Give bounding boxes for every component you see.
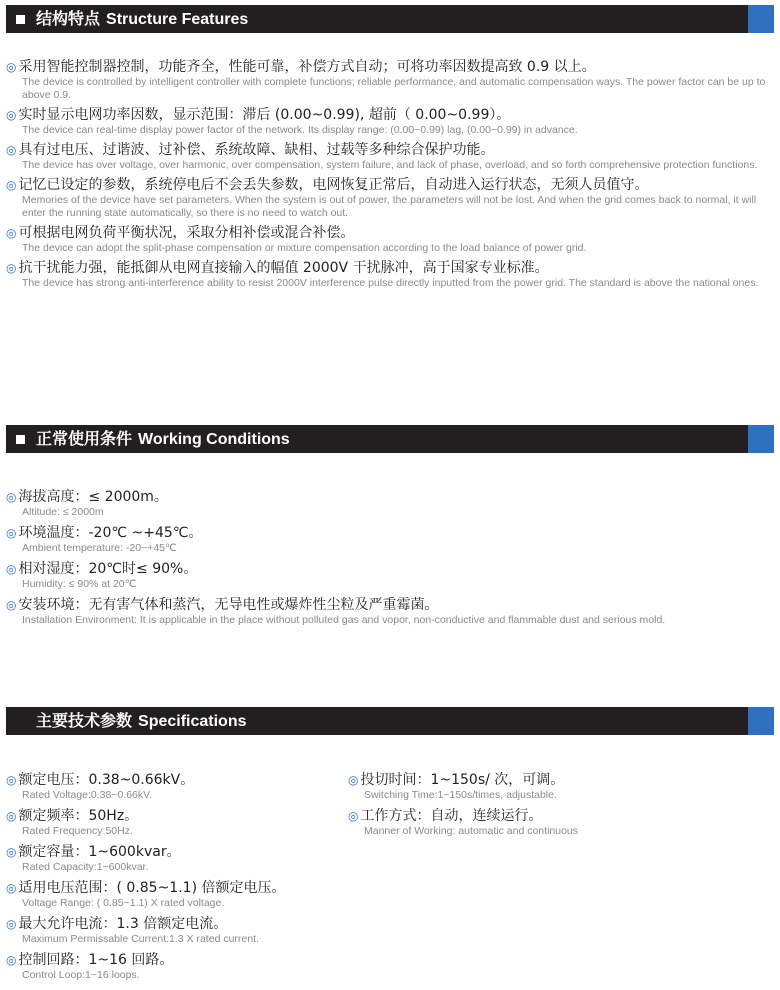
- item-text-cn: [6, 524, 774, 542]
- item-label-cn: 额定频率：50Hz。: [18, 808, 139, 824]
- list-item: [6, 176, 774, 220]
- item-text-cn: [6, 843, 336, 861]
- blue-accent-block: [748, 707, 774, 735]
- item-label-cn: 投切时间：1~150s/ 次，可调。: [360, 772, 565, 788]
- item-text-en: Voltage Range: ( 0.85~1.1) X rated voltage.: [22, 897, 225, 909]
- circle-bullet-icon: ◎: [348, 809, 359, 823]
- list-item: [6, 596, 774, 627]
- item-text-cn: [6, 879, 336, 897]
- item-text-en: Rated Voltage:0.38~0.66kV.: [22, 789, 153, 801]
- item-text-en: The device has over voltage, over harmonic, over compensation, system failure, and lack of phase, overload, and so forth comprehensive protection functions.: [22, 159, 758, 171]
- blue-accent-block: [748, 5, 774, 33]
- section-header-structure: [6, 5, 774, 33]
- section-title-en: Specifications: [138, 713, 247, 730]
- circle-bullet-icon: ◎: [6, 953, 17, 967]
- item-text-en: Rated Frequency:50Hz.: [22, 825, 133, 837]
- item-label-cn: 最大允许电流：1.3 倍额定电流。: [18, 916, 228, 932]
- item-text-cn: [6, 488, 774, 506]
- item-text-cn: [6, 224, 774, 242]
- item-label-cn: 海拔高度：≤ 2000m。: [18, 489, 168, 505]
- structure-features-list: [6, 58, 774, 294]
- blue-accent-block: [748, 425, 774, 453]
- section-title-cn: 结构特点: [36, 9, 101, 28]
- specifications-left-column: [6, 771, 336, 987]
- section-title-cn: 正常使用条件: [36, 429, 133, 448]
- list-item: [6, 524, 774, 555]
- item-label-cn: 实时显示电网功率因数，显示范围：滞后 (0.00~0.99), 超前（ 0.00~0.99）。: [18, 107, 511, 123]
- item-label-cn: 相对湿度：20℃时≤ 90%。: [18, 561, 198, 577]
- circle-bullet-icon: ◎: [6, 845, 17, 859]
- item-text-en: The device can real-time display power factor of the network. Its display range: (0.00~0.99) lag, (0.00~0.99) in advance.: [22, 124, 578, 136]
- item-label-cn: 记忆已设定的参数，系统停电后不会丢失参数，电网恢复正常后，自动进入运行状态，无须人员值守。: [18, 177, 649, 193]
- list-item: [6, 560, 774, 591]
- list-item: [6, 915, 336, 946]
- list-item: [6, 843, 336, 874]
- item-text-en: Maximum Permissable Current:1.3 X rated current.: [22, 933, 259, 945]
- list-item: [6, 259, 774, 290]
- item-label-cn: 具有过电压、过谐波、过补偿、系统故障、缺相、过载等多种综合保护功能。: [18, 142, 495, 158]
- item-text-en: The device has strong anti-interference ability to resist 2000V interference pulse directly inputted from the power grid. The standard is above the national ones.: [22, 277, 759, 289]
- list-item: [6, 771, 336, 802]
- circle-bullet-icon: ◎: [6, 490, 17, 504]
- item-label-cn: 适用电压范围：( 0.85~1.1) 倍额定电压。: [18, 880, 286, 896]
- item-label-cn: 额定电压：0.38~0.66kV。: [18, 772, 195, 788]
- item-text-en: The device can adopt the split-phase compensation or mixture compensation according to the load balance of power grid.: [22, 242, 587, 254]
- item-text-cn: [348, 807, 768, 825]
- list-item: [348, 771, 768, 802]
- item-text-en: Altitude: ≤ 2000m: [22, 506, 104, 518]
- item-text-en: Switching Time:1~150s/times, adjustable.: [364, 789, 557, 801]
- item-label-cn: 控制回路：1~16 回路。: [18, 952, 174, 968]
- circle-bullet-icon: ◎: [6, 881, 17, 895]
- circle-bullet-icon: ◎: [6, 178, 17, 192]
- item-text-en: Control Loop:1~16 loops.: [22, 969, 140, 981]
- item-label-cn: 抗干扰能力强，能抵御从电网直接输入的幅值 2000V 干扰脉冲，高于国家专业标准。: [18, 260, 549, 276]
- list-item: [6, 58, 774, 102]
- section-title-en: Structure Features: [106, 11, 249, 28]
- working-conditions-list: [6, 488, 774, 632]
- list-item: [6, 879, 336, 910]
- circle-bullet-icon: ◎: [6, 773, 17, 787]
- circle-bullet-icon: ◎: [6, 108, 17, 122]
- item-label-cn: 采用智能控制器控制，功能齐全，性能可靠，补偿方式自动；可将功率因数提高致 0.9 以上。: [18, 59, 596, 75]
- item-label-cn: 环境温度：-20℃ ~+45℃。: [18, 525, 203, 541]
- item-text-cn: [6, 259, 774, 277]
- item-text-cn: [6, 807, 336, 825]
- item-text-cn: [6, 915, 336, 933]
- item-text-en: Rated Capacity:1~600kvar.: [22, 861, 149, 873]
- circle-bullet-icon: ◎: [6, 526, 17, 540]
- section-header-specs: [6, 707, 774, 735]
- item-text-en: The device is controlled by intelligent controller with complete functions; reliable performance, and automatic compensation ways. The power factor can be up to above 0.9.: [22, 76, 766, 101]
- circle-bullet-icon: ◎: [6, 143, 17, 157]
- circle-bullet-icon: ◎: [6, 562, 17, 576]
- section-title: [36, 8, 248, 31]
- list-item: [6, 488, 774, 519]
- item-text-en: Manner of Working: automatic and continuous: [364, 825, 579, 837]
- item-text-en: Memories of the device have set parameters. When the system is out of power, the parameters will not be lost. And when the grid comes back to normal, it will enter the running state automatically, so there is no need to watch out.: [22, 194, 757, 219]
- item-label-cn: 可根据电网负荷平衡状况，采取分相补偿或混合补偿。: [18, 225, 355, 241]
- list-item: [6, 106, 774, 137]
- item-text-cn: [6, 58, 774, 76]
- item-text-en: Installation Environment: It is applicable in the place without polluted gas and vopor, non-conductive and flammable dust and serious mold.: [22, 614, 666, 626]
- item-text-en: Humidity: ≤ 90% at 20℃: [22, 578, 137, 590]
- circle-bullet-icon: ◎: [6, 60, 17, 74]
- item-label-cn: 安装环境：无有害气体和蒸汽，无导电性或爆炸性尘粒及严重霉菌。: [18, 597, 439, 613]
- circle-bullet-icon: ◎: [6, 226, 17, 240]
- list-item: [6, 807, 336, 838]
- list-item: [6, 141, 774, 172]
- circle-bullet-icon: ◎: [6, 917, 17, 931]
- specifications-right-column: [348, 771, 768, 843]
- item-text-en: Ambient temperature: -20~+45℃: [22, 542, 177, 554]
- section-title-cn: 主要技术参数: [36, 711, 133, 730]
- item-text-cn: [6, 771, 336, 789]
- item-text-cn: [6, 596, 774, 614]
- item-text-cn: [348, 771, 768, 789]
- item-text-cn: [6, 176, 774, 194]
- circle-bullet-icon: ◎: [6, 598, 17, 612]
- item-text-cn: [6, 951, 336, 969]
- square-bullet-icon: [16, 15, 25, 24]
- section-title: [36, 428, 290, 451]
- item-label-cn: 工作方式：自动，连续运行。: [360, 808, 543, 824]
- list-item: [6, 951, 336, 982]
- list-item: [6, 224, 774, 255]
- circle-bullet-icon: ◎: [6, 261, 17, 275]
- circle-bullet-icon: ◎: [348, 773, 359, 787]
- item-label-cn: 额定容量：1~600kvar。: [18, 844, 181, 860]
- item-text-cn: [6, 106, 774, 124]
- circle-bullet-icon: ◎: [6, 809, 17, 823]
- item-text-cn: [6, 141, 774, 159]
- section-title: [36, 710, 247, 733]
- section-title-en: Working Conditions: [138, 431, 290, 448]
- section-header-working: [6, 425, 774, 453]
- square-bullet-icon: [16, 435, 25, 444]
- item-text-cn: [6, 560, 774, 578]
- list-item: [348, 807, 768, 838]
